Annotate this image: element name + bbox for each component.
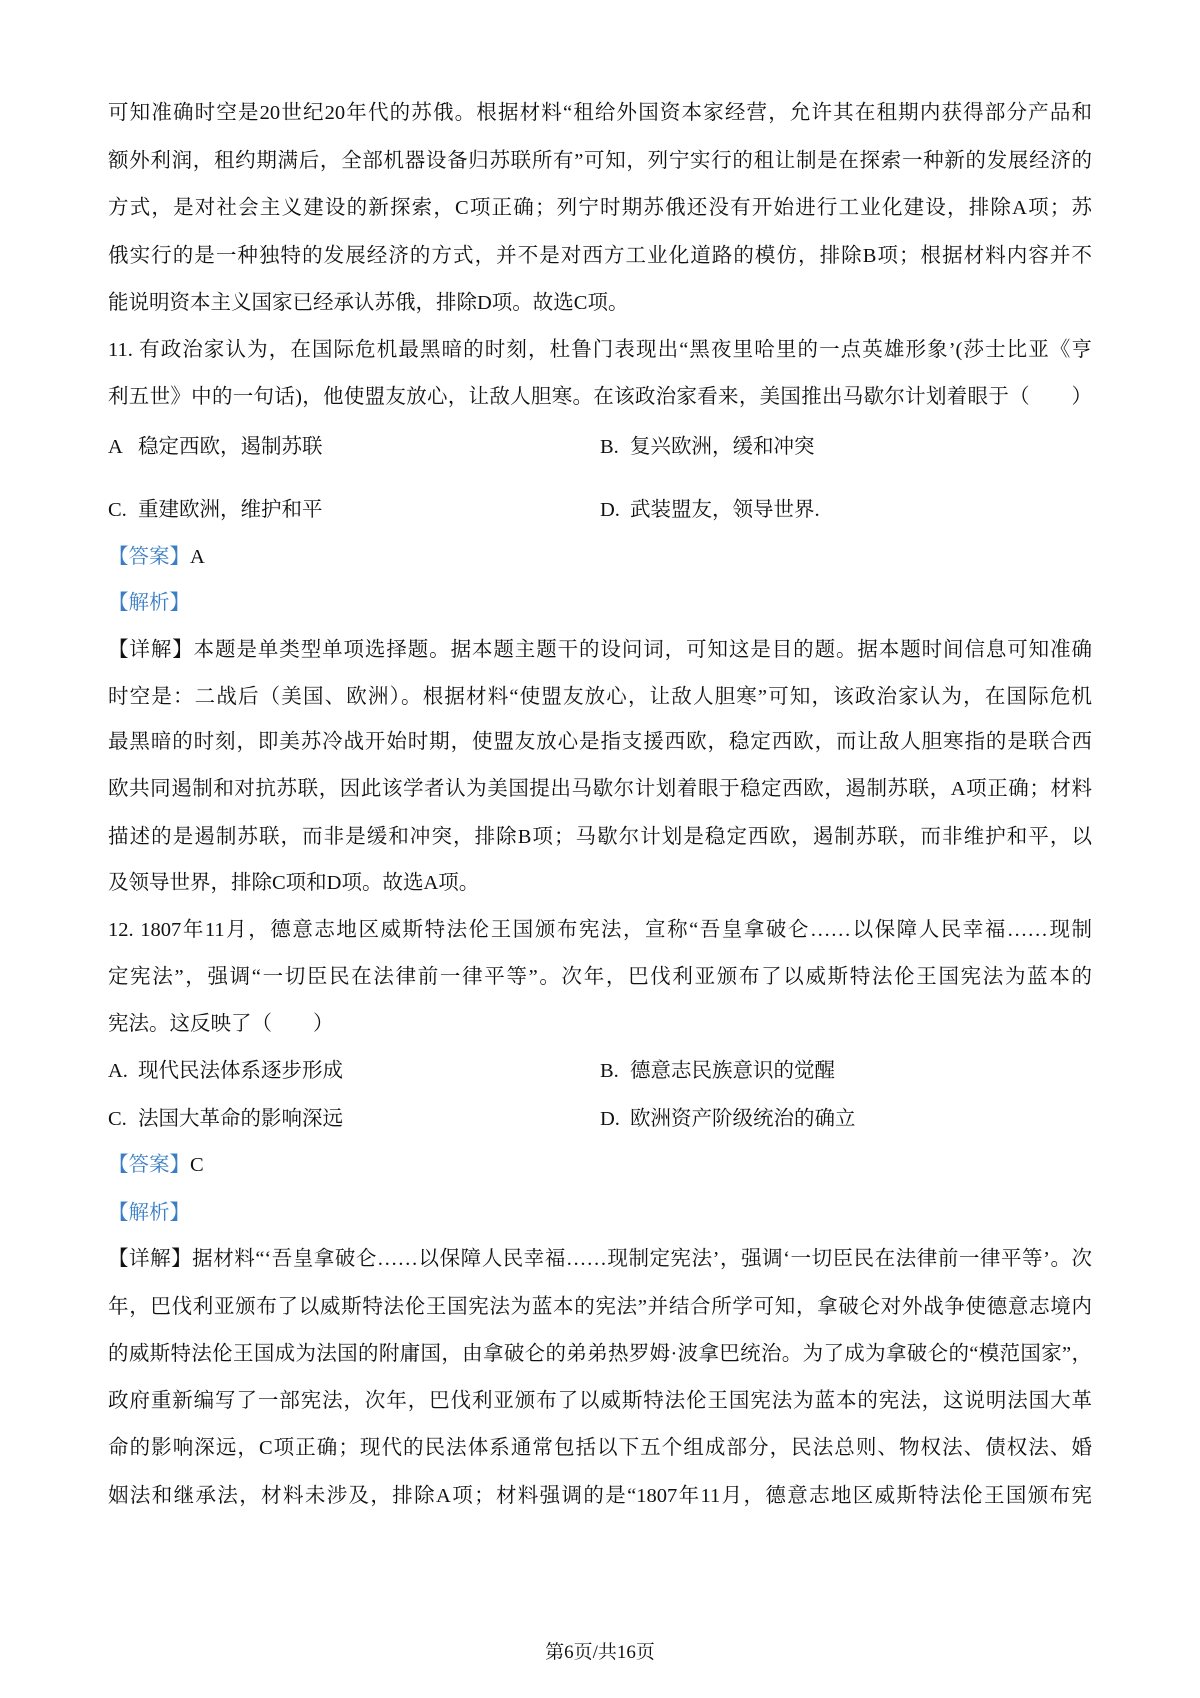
- text-line: 及领导世界，排除C项和D项。故选A项。: [108, 872, 480, 894]
- option-b: [600, 1058, 835, 1084]
- analysis-label: 【解析】: [108, 1202, 190, 1224]
- option-text: 欧洲资产阶级统治的确立: [630, 1108, 856, 1130]
- answer-value: A: [190, 546, 205, 568]
- text-line: 【详解】据材料“‘吾皇拿破仑……以保障人民幸福……现制定宪法’，强调‘一切臣民在法律前一律平等’。次: [108, 1248, 1092, 1270]
- answer-line: [108, 1152, 204, 1178]
- answer-line: [108, 544, 205, 570]
- text-line: 的威斯特法伦王国成为法国的附庸国，由拿破仑的弟弟热罗姆·波拿巴统治。为了成为拿破仑的“模范国家”，: [108, 1343, 1092, 1365]
- page-number: 第6页/共16页: [545, 1642, 655, 1663]
- question-stem: 11. 有政治家认为，在国际危机最黑暗的时刻，杜鲁门表现出“黑夜里哈里的一点英雄形象’(莎士比亚《亨: [108, 339, 1092, 361]
- text-line: 姻法和继承法，材料未涉及，排除A项；材料强调的是“1807年11月，德意志地区威斯特法伦王国颁布宪: [108, 1485, 1092, 1507]
- question-stem: 定宪法”，强调“一切臣民在法律前一律平等”。次年，巴伐利亚颁布了以威斯特法伦王国宪法为蓝本的: [108, 966, 1092, 988]
- text-line: 能说明资本主义国家已经承认苏俄，排除D项。故选C项。: [108, 292, 629, 314]
- text-line: 年，巴伐利亚颁布了以威斯特法伦王国宪法为蓝本的宪法”并结合所学可知，拿破仑对外战争使德意志境内: [108, 1296, 1092, 1318]
- option-d: [600, 1106, 856, 1132]
- text-line: 欧共同遏制和对抗苏联，因此该学者认为美国提出马歇尔计划着眼于稳定西欧，遏制苏联，A项正确；材料: [108, 778, 1092, 800]
- option-a: [108, 434, 323, 460]
- option-d: [600, 497, 820, 523]
- text-line: 时空是：二战后（美国、欧洲）。根据材料“使盟友放心，让敌人胆寒”可知，该政治家认为，在国际危机: [108, 686, 1092, 708]
- text-line: 最黑暗的时刻，即美苏冷战开始时期，使盟友放心是指支援西欧，稳定西欧，而让敌人胆寒指的是联合西: [108, 731, 1092, 753]
- option-a: [108, 1058, 343, 1084]
- text-line: 政府重新编写了一部宪法，次年，巴伐利亚颁布了以威斯特法伦王国宪法为蓝本的宪法，这说明法国大革: [108, 1390, 1092, 1412]
- text-line: 额外利润，租约期满后，全部机器设备归苏联所有”可知，列宁实行的租让制是在探索一种新的发展经济的: [108, 150, 1092, 172]
- option-text: 现代民法体系逐步形成: [138, 1060, 343, 1082]
- option-text: 法国大革命的影响深远: [138, 1108, 343, 1130]
- answer-value: C: [190, 1154, 204, 1176]
- answer-label: 【答案】: [108, 1154, 190, 1176]
- option-text: 重建欧洲，维护和平: [138, 499, 323, 521]
- analysis-label: 【解析】: [108, 592, 190, 614]
- question-stem: 利五世》中的一句话)，他使盟友放心，让敌人胆寒。在该政治家看来，美国推出马歇尔计划着眼于（ ）: [108, 386, 1092, 408]
- option-label: D.: [600, 499, 620, 521]
- option-label: C.: [108, 1108, 127, 1130]
- option-text: 复兴欧洲，缓和冲突: [630, 436, 815, 458]
- option-c: [108, 1106, 343, 1132]
- question-stem: 宪法。这反映了（ ）: [108, 1013, 334, 1035]
- option-label: B.: [600, 1060, 619, 1082]
- option-label: A.: [108, 1060, 128, 1082]
- option-label: D.: [600, 1108, 620, 1130]
- text-line: 可知准确时空是20世纪20年代的苏俄。根据材料“租给外国资本家经营，允许其在租期内获得部分产品和: [108, 102, 1092, 124]
- option-text: 武装盟友，领导世界.: [630, 499, 820, 521]
- option-label: B.: [600, 436, 619, 458]
- text-line: 方式，是对社会主义建设的新探索，C项正确；列宁时期苏俄还没有开始进行工业化建设，排除A项；苏: [108, 197, 1092, 219]
- text-line: 【详解】本题是单类型单项选择题。据本题主题干的设问词，可知这是目的题。据本题时间信息可知准确: [108, 639, 1092, 661]
- question-stem: 12. 1807年11月，德意志地区威斯特法伦王国颁布宪法，宣称“吾皇拿破仑……以保障人民幸福……现制: [108, 919, 1092, 941]
- text-line: 俄实行的是一种独特的发展经济的方式，并不是对西方工业化道路的模仿，排除B项；根据材料内容并不: [108, 245, 1092, 267]
- text-line: 描述的是遏制苏联，而非是缓和冲突，排除B项；马歇尔计划是稳定西欧，遏制苏联，而非维护和平，以: [108, 826, 1092, 848]
- option-label: A: [108, 436, 123, 458]
- option-label: C.: [108, 499, 127, 521]
- option-c: [108, 497, 323, 523]
- text-line: 命的影响深远，C项正确；现代的民法体系通常包括以下五个组成部分，民法总则、物权法、债权法、婚: [108, 1437, 1092, 1459]
- option-text: 德意志民族意识的觉醒: [630, 1060, 835, 1082]
- option-b: [600, 434, 815, 460]
- answer-label: 【答案】: [108, 546, 190, 568]
- option-text: 稳定西欧，遏制苏联: [138, 436, 323, 458]
